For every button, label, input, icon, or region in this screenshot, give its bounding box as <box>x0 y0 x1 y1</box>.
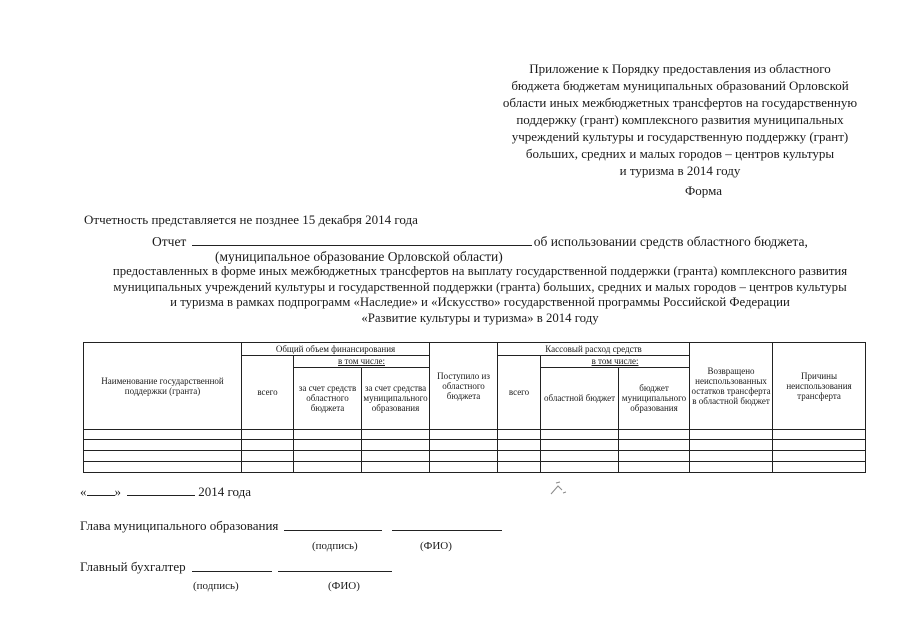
appendix-header <box>470 60 890 179</box>
description-line: предоставленных в форме иных межбюджетных трансфертов на выплату государственной поддержки (гранта) комплексного развития <box>112 264 848 278</box>
header-total-all: всего <box>242 356 294 430</box>
header-cash-expense: Кассовый расход средств <box>498 343 690 356</box>
header-municipal-funds: за счет средства муниципального образования <box>362 367 430 429</box>
table-cell[interactable] <box>84 451 242 462</box>
month-blank-field[interactable] <box>127 484 195 496</box>
table-cell[interactable] <box>362 429 430 440</box>
header-municipal-budget: бюджет муниципального образования <box>619 367 690 429</box>
table-cell[interactable] <box>541 429 619 440</box>
accountant-fio-field[interactable] <box>278 571 392 572</box>
head-fio-field[interactable] <box>392 530 502 531</box>
table-cell[interactable] <box>84 429 242 440</box>
table-cell[interactable] <box>294 451 362 462</box>
table-cell[interactable] <box>773 440 866 451</box>
table-cell[interactable] <box>773 462 866 473</box>
table-cell[interactable] <box>773 429 866 440</box>
accountant-signature-hint: (подпись) <box>193 580 239 592</box>
table-cell[interactable] <box>242 451 294 462</box>
appendix-line: больших, средних и малых городов – центров культуры <box>525 146 835 161</box>
report-prefix: Отчет <box>152 234 187 249</box>
report-title-line <box>152 233 808 250</box>
header-grant-name: Наименование государственной поддержки (гранта) <box>84 343 242 430</box>
table-row <box>84 462 866 473</box>
appendix-line: учреждений культуры и государственную поддержку (грант) <box>511 129 849 144</box>
day-blank-field[interactable] <box>87 484 115 496</box>
accountant-label: Главный бухгалтер <box>80 559 186 574</box>
head-signature-field[interactable] <box>284 530 382 531</box>
table-cell[interactable] <box>362 451 430 462</box>
head-signature-hint: (подпись) <box>312 540 358 552</box>
municipality-blank-field[interactable] <box>192 233 532 246</box>
table-cell[interactable] <box>690 429 773 440</box>
table-cell[interactable] <box>84 462 242 473</box>
description-line: «Развитие культуры и туризма» в 2014 году <box>361 310 599 325</box>
table-cell[interactable] <box>242 429 294 440</box>
header-cash-all: всего <box>498 356 541 430</box>
table-cell[interactable] <box>294 440 362 451</box>
table-cell[interactable] <box>294 429 362 440</box>
head-label: Глава муниципального образования <box>80 518 279 533</box>
appendix-line: и туризма в 2014 году <box>619 163 741 178</box>
table-cell[interactable] <box>430 462 498 473</box>
header-regional-budget: областной бюджет <box>541 367 619 429</box>
table-cell[interactable] <box>541 462 619 473</box>
table-cell[interactable] <box>498 462 541 473</box>
table-cell[interactable] <box>430 429 498 440</box>
year-text: 2014 года <box>198 484 252 499</box>
head-fio-hint: (ФИО) <box>420 540 452 552</box>
date-line <box>80 484 251 500</box>
header-reasons: Причины неиспользования трансферта <box>773 343 866 430</box>
table-cell[interactable] <box>773 451 866 462</box>
table-cell[interactable] <box>498 429 541 440</box>
quote-open: « <box>80 484 87 499</box>
report-description <box>70 264 890 326</box>
header-including-2: в том числе: <box>541 356 690 368</box>
table-cell[interactable] <box>242 440 294 451</box>
municipality-hint: (муниципальное образование Орловской области) <box>215 249 503 264</box>
table-row <box>84 440 866 451</box>
table-cell[interactable] <box>294 462 362 473</box>
deadline-text: Отчетность представляется не позднее 15 декабря 2014 года <box>84 212 418 227</box>
header-including-1: в том числе: <box>294 356 430 368</box>
accountant-signature-field[interactable] <box>192 571 272 572</box>
table-cell[interactable] <box>541 451 619 462</box>
table-cell[interactable] <box>619 462 690 473</box>
appendix-line: бюджета бюджетам муниципальных образований Орловской <box>511 78 849 93</box>
appendix-line: области иных межбюджетных трансфертов на государственную <box>502 95 858 110</box>
table-row <box>84 451 866 462</box>
table-cell[interactable] <box>430 440 498 451</box>
table-cell[interactable] <box>690 462 773 473</box>
appendix-line: Приложение к Порядку предоставления из областного <box>529 61 831 76</box>
appendix-line: поддержку (грант) комплексного развития муниципальных <box>516 112 844 127</box>
table-row <box>84 429 866 440</box>
table-cell[interactable] <box>242 462 294 473</box>
table-cell[interactable] <box>84 440 242 451</box>
quote-close: » <box>114 484 121 499</box>
report-suffix: об использовании средств областного бюджета, <box>533 234 808 249</box>
table-cell[interactable] <box>619 429 690 440</box>
table-cell[interactable] <box>619 451 690 462</box>
header-received: Поступило из областного бюджета <box>430 343 498 430</box>
accountant-fio-hint: (ФИО) <box>328 580 360 592</box>
report-table <box>83 342 866 473</box>
table-cell[interactable] <box>362 462 430 473</box>
table-cell[interactable] <box>619 440 690 451</box>
description-line: муниципальных учреждений культуры и государственной поддержки (гранта) больших, средних и малых городов – центров культуры <box>113 279 847 294</box>
table-cell[interactable] <box>498 440 541 451</box>
table-cell[interactable] <box>690 440 773 451</box>
scan-mark <box>548 480 570 498</box>
table-cell[interactable] <box>498 451 541 462</box>
description-line: и туризма в рамках подпрограмм «Наследие» и «Искусство» государственной программы Российской Федерации <box>170 295 790 309</box>
form-label: Форма <box>685 183 722 198</box>
header-regional-funds: за счет средств областного бюджета <box>294 367 362 429</box>
header-total-financing: Общий объем финансирования <box>242 343 430 356</box>
table-cell[interactable] <box>541 440 619 451</box>
table-cell[interactable] <box>690 451 773 462</box>
table-cell[interactable] <box>430 451 498 462</box>
table-cell[interactable] <box>362 440 430 451</box>
header-returned: Возвращено неиспользованных остатков трансферта в областной бюджет <box>690 343 773 430</box>
